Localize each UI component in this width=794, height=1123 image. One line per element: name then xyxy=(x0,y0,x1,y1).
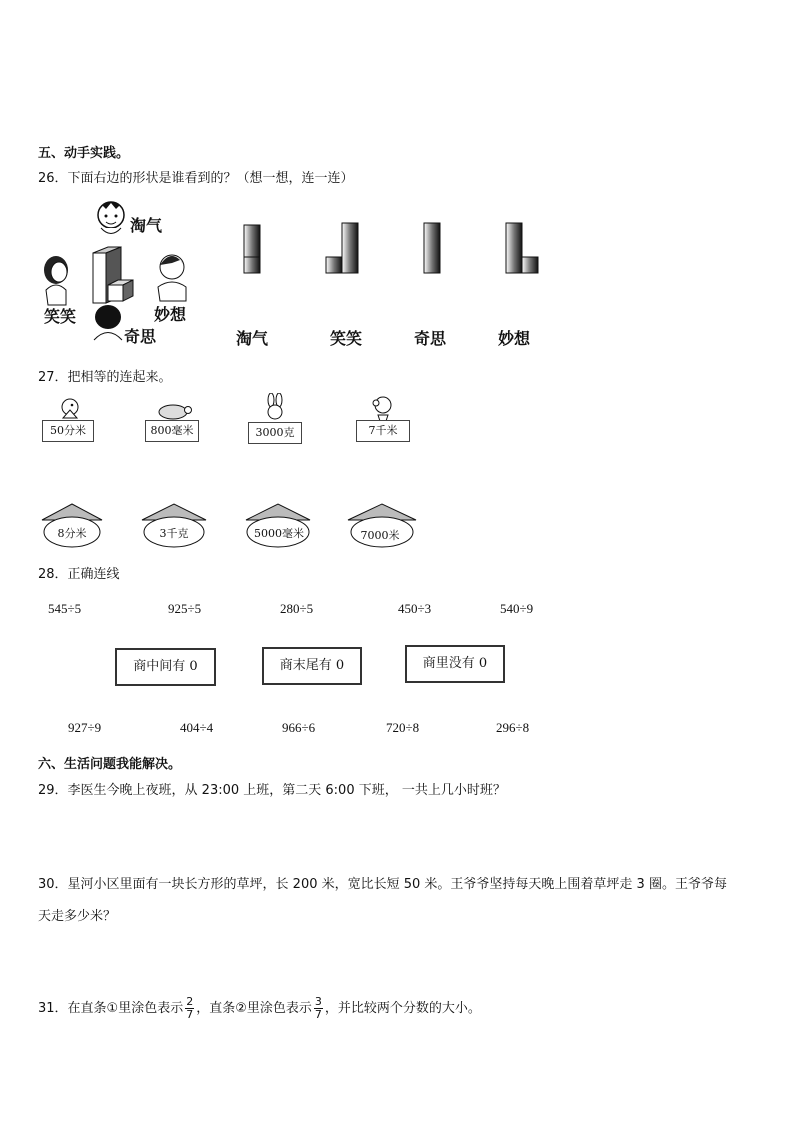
pot-label-3kg[interactable]: 3千克 xyxy=(159,527,189,540)
box-no-zero[interactable]: 商里没有 0 xyxy=(405,645,505,683)
pot-label-8dm[interactable]: 8分米 xyxy=(57,527,87,540)
name-xiaoxiao: 笑笑 xyxy=(44,307,77,326)
rabbit-icon xyxy=(262,393,288,421)
name-taoqi: 淘气 xyxy=(130,216,163,235)
view-2-left xyxy=(326,223,358,273)
view-label-3: 奇思 xyxy=(414,329,447,348)
xiaoxiao-figure xyxy=(44,256,68,305)
question-29-text: 29．李医生今晚上夜班，从 23:00 上班，第二天 6:00 下班， 一共上几小时班？ xyxy=(38,783,506,798)
name-miaoxiang: 妙想 xyxy=(154,305,187,324)
sign-50dm[interactable]: 50分米 xyxy=(42,420,94,442)
view-shapes xyxy=(230,215,550,280)
expr-top-5[interactable]: 540÷9 xyxy=(500,601,534,616)
question-26-text: 26．下面右边的形状是谁看到的？（想一想，连一连） xyxy=(38,171,354,186)
section-title-6: 六、生活问题我能解决。 xyxy=(38,757,182,772)
expr-bottom-1[interactable]: 927÷9 xyxy=(68,720,102,735)
expr-bottom-2[interactable]: 404÷4 xyxy=(180,720,214,735)
pot-shapes xyxy=(38,500,438,552)
question-30-line-2: 天走多少米？ xyxy=(38,909,117,924)
question-30-line-1: 30．星河小区里面有一块长方形的草坪，长 200 米，宽比长短 50 米。王爷爷坚持每天晚上围着草坪走 3 圈。王爷爷每 xyxy=(38,877,727,892)
expr-top-1[interactable]: 545÷5 xyxy=(48,601,82,616)
miaoxiang-figure xyxy=(158,255,186,301)
qisi-figure xyxy=(94,305,122,340)
blocks xyxy=(93,247,133,303)
expr-bottom-3[interactable]: 966÷6 xyxy=(282,720,316,735)
fraction-2-7: $\frac{2}{7}$ xyxy=(186,995,194,1021)
expr-bottom-5[interactable]: 296÷8 xyxy=(496,720,530,735)
view-label-1: 淘气 xyxy=(236,329,269,348)
taoqi-figure xyxy=(98,202,124,234)
sign-7km[interactable]: 7千米 xyxy=(356,420,410,442)
monkey-icon xyxy=(370,393,396,421)
question-28-text: 28．正确连线 xyxy=(38,567,120,582)
view-label-4: 妙想 xyxy=(498,329,531,348)
pot-label-7000m[interactable]: 7000米 xyxy=(360,529,400,542)
q31-part-1: 31．在直条①里涂色表示 xyxy=(38,1001,184,1016)
turtle-icon xyxy=(153,398,193,420)
name-qisi: 奇思 xyxy=(124,327,157,346)
expr-top-3[interactable]: 280÷5 xyxy=(280,601,314,616)
view-1-front xyxy=(244,225,260,273)
view-label-2: 笑笑 xyxy=(330,329,363,348)
bird-icon xyxy=(55,392,85,422)
box-zero-middle[interactable]: 商中间有 0 xyxy=(115,648,216,686)
sign-800mm[interactable]: 800毫米 xyxy=(145,420,199,442)
question-27-text: 27．把相等的连起来。 xyxy=(38,370,172,385)
section-title-5: 五、动手实践。 xyxy=(38,146,130,161)
q31-part-2: ，直条②里涂色表示 xyxy=(196,1001,312,1016)
view-3-back xyxy=(424,223,440,273)
fraction-3-7: $\frac{3}{7}$ xyxy=(314,995,322,1021)
box-zero-end[interactable]: 商末尾有 0 xyxy=(262,647,362,685)
question-31-text xyxy=(38,996,481,1021)
expr-top-4[interactable]: 450÷3 xyxy=(398,601,432,616)
pot-label-5000mm[interactable]: 5000毫米 xyxy=(254,527,304,540)
q31-part-3: ，并比较两个分数的大小。 xyxy=(324,1001,481,1016)
view-4-right xyxy=(506,223,538,273)
expr-bottom-4[interactable]: 720÷8 xyxy=(386,720,420,735)
expr-top-2[interactable]: 925÷5 xyxy=(168,601,202,616)
sign-3000g[interactable]: 3000克 xyxy=(248,422,302,444)
